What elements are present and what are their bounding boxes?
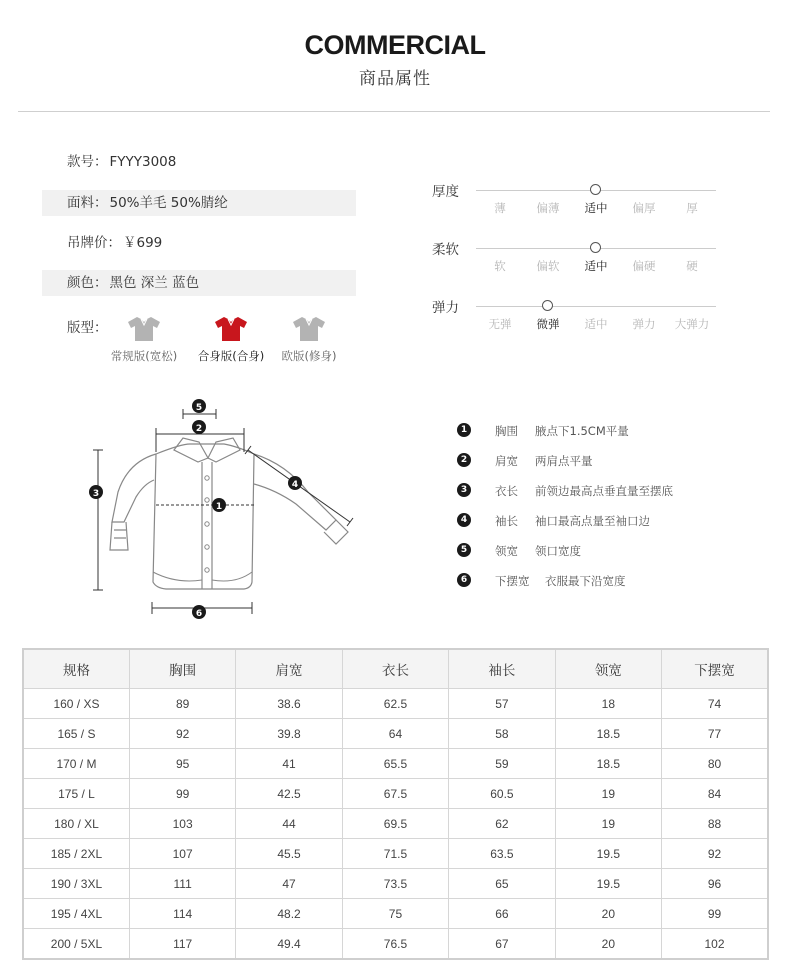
table-cell: 45.5 (236, 839, 342, 869)
table-cell: 99 (129, 779, 235, 809)
legend-desc: 袖口最高点量至袖口边 (535, 514, 650, 528)
table-cell: 107 (129, 839, 235, 869)
table-cell: 18.5 (555, 749, 661, 779)
legend-desc: 领口宽度 (535, 544, 581, 558)
marker-5: 5 (195, 403, 203, 413)
marker-3: 3 (92, 489, 100, 499)
scale-option: 适中 (584, 317, 608, 331)
attr-label: 面料： (67, 195, 108, 211)
table-cell: 60.5 (449, 779, 555, 809)
legend-name: 肩宽 (495, 454, 518, 468)
scale-softness (432, 238, 732, 288)
table-cell: 65.5 (342, 749, 448, 779)
attr-label: 吊牌价： (67, 235, 121, 251)
shirt-outline (110, 438, 348, 589)
scale-option: 薄 (494, 201, 506, 215)
scale-option: 偏薄 (536, 201, 560, 215)
legend-desc: 两肩点平量 (535, 454, 593, 468)
scale-option: 大弹力 (674, 317, 710, 331)
column-header: 规格 (23, 649, 129, 689)
table-cell: 165 / S (23, 719, 129, 749)
table-cell: 88 (662, 809, 768, 839)
scale-option: 厚 (686, 201, 698, 215)
legend-number: 4 (457, 513, 471, 527)
column-header: 衣长 (342, 649, 448, 689)
table-cell: 58 (449, 719, 555, 749)
table-cell: 59 (449, 749, 555, 779)
table-cell: 20 (555, 899, 661, 929)
diagram-markers (89, 399, 302, 619)
table-cell: 18 (555, 689, 661, 719)
table-cell: 92 (662, 839, 768, 869)
table-cell: 200 / 5XL (23, 929, 129, 960)
table-row (23, 929, 768, 960)
scale-name: 厚度 (432, 184, 459, 200)
fit-option-euro (268, 316, 350, 364)
table-cell: 66 (449, 899, 555, 929)
table-cell: 38.6 (236, 689, 342, 719)
scale-option: 偏硬 (632, 259, 656, 273)
table-cell: 175 / L (23, 779, 129, 809)
table-cell: 170 / M (23, 749, 129, 779)
page-title-en: COMMERCIAL (304, 30, 486, 60)
polo-shirt-icon (291, 316, 327, 342)
table-cell: 19 (555, 779, 661, 809)
table-cell: 185 / 2XL (23, 839, 129, 869)
page-title-cn: 商品属性 (359, 69, 431, 89)
attr-value: ￥699 (123, 235, 163, 251)
legend-number: 3 (457, 483, 471, 497)
attr-colors (42, 270, 356, 296)
table-header-row (23, 649, 768, 689)
table-cell: 84 (662, 779, 768, 809)
column-header: 领宽 (555, 649, 661, 689)
scale-knob (590, 242, 601, 253)
column-header: 肩宽 (236, 649, 342, 689)
attr-value: 50%羊毛 50%腈纶 (109, 195, 228, 211)
table-cell: 195 / 4XL (23, 899, 129, 929)
scale-option: 硬 (686, 259, 698, 273)
legend-name: 领宽 (495, 544, 518, 558)
table-cell: 62 (449, 809, 555, 839)
table-cell: 67 (449, 929, 555, 960)
legend-number: 2 (457, 453, 471, 467)
table-cell: 190 / 3XL (23, 869, 129, 899)
table-cell: 80 (662, 749, 768, 779)
table-cell: 62.5 (342, 689, 448, 719)
column-header: 下摆宽 (662, 649, 768, 689)
attr-fabric (42, 190, 356, 216)
scale-option: 适中 (584, 259, 608, 273)
table-cell: 64 (342, 719, 448, 749)
table-row (23, 689, 768, 719)
marker-2: 2 (195, 424, 203, 434)
fit-option-fitted (190, 316, 272, 364)
attr-style-number (42, 149, 356, 175)
legend-desc: 腋点下1.5CM平量 (535, 424, 629, 438)
table-cell: 103 (129, 809, 235, 839)
table-cell: 44 (236, 809, 342, 839)
scale-option: 微弹 (536, 317, 560, 331)
scale-option: 软 (494, 259, 506, 273)
legend-number: 6 (457, 573, 471, 587)
scale-elasticity (432, 296, 732, 346)
legend-name: 下摆宽 (495, 574, 530, 588)
shirt-buttons (205, 476, 209, 572)
table-row (23, 869, 768, 899)
scale-name: 柔软 (432, 242, 459, 258)
attr-label: 款号： (67, 154, 108, 170)
scale-track (476, 306, 716, 307)
attr-value: 黑色 深兰 蓝色 (109, 275, 200, 291)
table-row (23, 899, 768, 929)
fit-option-regular (103, 316, 185, 364)
table-row (23, 779, 768, 809)
table-row (23, 839, 768, 869)
table-cell: 19.5 (555, 839, 661, 869)
polo-shirt-icon (213, 316, 249, 342)
table-cell: 49.4 (236, 929, 342, 960)
column-header: 袖长 (449, 649, 555, 689)
table-cell: 65 (449, 869, 555, 899)
column-header: 胸围 (129, 649, 235, 689)
table-cell: 19.5 (555, 869, 661, 899)
table-cell: 99 (662, 899, 768, 929)
header-divider (18, 111, 770, 112)
table-cell: 19 (555, 809, 661, 839)
legend-number: 1 (457, 423, 471, 437)
table-cell: 95 (129, 749, 235, 779)
scale-option: 偏软 (536, 259, 560, 273)
attr-value: FYYY3008 (109, 154, 177, 170)
table-cell: 57 (449, 689, 555, 719)
fit-caption: 常规版(宽松) (110, 349, 178, 363)
shirt-measurement-diagram (86, 392, 366, 624)
table-cell: 73.5 (342, 869, 448, 899)
table-cell: 114 (129, 899, 235, 929)
legend-name: 胸围 (495, 424, 518, 438)
table-cell: 102 (662, 929, 768, 960)
size-table-body (23, 689, 768, 960)
table-row (23, 809, 768, 839)
scale-thickness (432, 180, 732, 230)
scale-option: 适中 (584, 201, 608, 215)
legend-name: 衣长 (495, 484, 518, 498)
table-cell: 63.5 (449, 839, 555, 869)
scale-option: 偏厚 (632, 201, 656, 215)
legend-desc: 前领边最高点垂直量至摆底 (535, 484, 673, 498)
table-cell: 117 (129, 929, 235, 960)
table-cell: 47 (236, 869, 342, 899)
table-cell: 96 (662, 869, 768, 899)
table-cell: 42.5 (236, 779, 342, 809)
fit-caption: 欧版(修身) (281, 349, 337, 363)
marker-6: 6 (195, 609, 203, 619)
table-cell: 74 (662, 689, 768, 719)
legend-name: 袖长 (495, 514, 518, 528)
attr-price (42, 230, 356, 256)
scale-knob (590, 184, 601, 195)
size-table (22, 648, 769, 960)
table-row (23, 719, 768, 749)
table-cell: 76.5 (342, 929, 448, 960)
table-cell: 67.5 (342, 779, 448, 809)
table-cell: 48.2 (236, 899, 342, 929)
scale-knob (542, 300, 553, 311)
table-cell: 89 (129, 689, 235, 719)
legend-desc: 衣服最下沿宽度 (545, 574, 626, 588)
table-cell: 92 (129, 719, 235, 749)
scale-name: 弹力 (432, 300, 459, 316)
table-cell: 160 / XS (23, 689, 129, 719)
table-cell: 18.5 (555, 719, 661, 749)
table-cell: 71.5 (342, 839, 448, 869)
scale-option: 无弹 (488, 317, 512, 331)
table-cell: 77 (662, 719, 768, 749)
fit-label: 版型： (67, 320, 108, 336)
table-cell: 41 (236, 749, 342, 779)
table-cell: 180 / XL (23, 809, 129, 839)
table-cell: 75 (342, 899, 448, 929)
marker-1: 1 (215, 502, 223, 512)
table-cell: 39.8 (236, 719, 342, 749)
scale-option: 弹力 (632, 317, 656, 331)
fit-caption: 合身版(合身) (197, 349, 265, 363)
marker-4: 4 (291, 480, 299, 490)
polo-shirt-icon (126, 316, 162, 342)
table-cell: 69.5 (342, 809, 448, 839)
table-cell: 111 (129, 869, 235, 899)
legend-number: 5 (457, 543, 471, 557)
attr-label: 颜色： (67, 275, 108, 291)
table-row (23, 749, 768, 779)
table-cell: 20 (555, 929, 661, 960)
